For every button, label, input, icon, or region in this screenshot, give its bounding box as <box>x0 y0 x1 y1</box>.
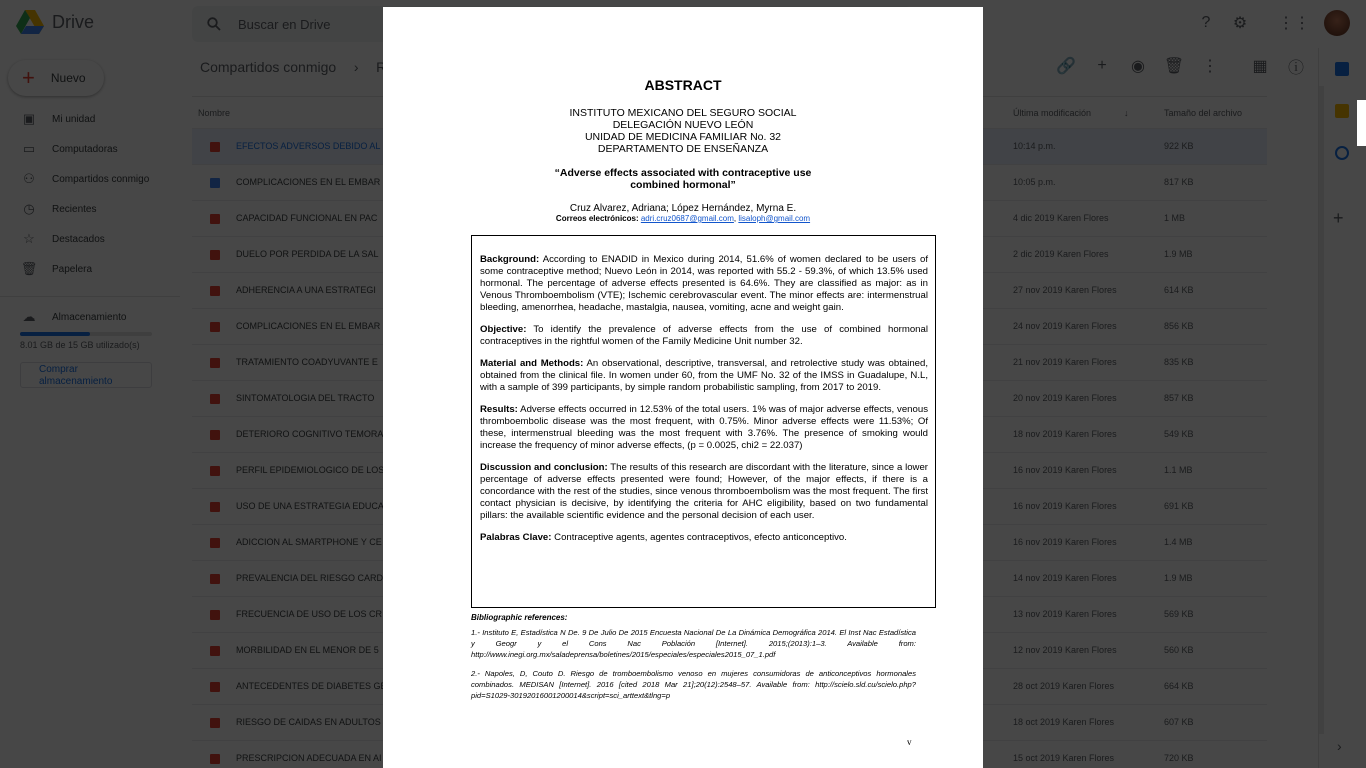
paper-title-line: combined hormonal” <box>630 179 736 191</box>
email-separator: , <box>733 214 739 223</box>
pdf-page <box>383 7 983 768</box>
section-head: Objective: <box>480 324 527 335</box>
section-text: Adverse effects occurred in 12.53% of the total users. 1% was of major adverse effects, venous thromboembolic disease was the most frequent, with 0.75%. Minor adverse effects were 11.53%; Of these, intermenstrual bleeding was the most frequent with 3.76%. The presence of smoking would increase the frequency of minor adverse effects, (p = 0.0025, chi2 = 22.037) <box>480 404 928 451</box>
abstract-section <box>480 462 928 522</box>
paper-title <box>373 167 993 191</box>
abstract-box <box>471 235 936 608</box>
institution-block <box>373 107 993 155</box>
section-text: According to ENADID in Mexico during 2014, 51.6% of women declared to be users of some contraceptive method; Nuevo León in 2014, was reported with 55.2 - 59.3%, of which 13.5% used hormonal. The percentage of adverse effects presented is 64.6%. They are classified as major: as in Venous Thromboembolism (VTE); Ischemic cerebrovascular event. The minor effects are: intermenstrual bleeding, amenorrhea, headache, mastalgia, nausea, vomiting, acne and weight gain. <box>480 254 928 313</box>
emails <box>373 214 993 223</box>
abstract-section <box>480 324 928 348</box>
institution-line: DELEGACIÓN NUEVO LEÓN <box>612 119 754 131</box>
abstract-section <box>480 358 928 394</box>
abstract-section <box>480 404 928 452</box>
reference-item: 2.- Napoles, D, Couto D. Riesgo de tromboembolismo venoso en mujeres consumidoras de anticonceptivos hormonales combinados. MEDISAN [Internet]. 2016 [cited 2018 Mar 21];20(12):2548–57. Available from: http://scielo.sld.cu/scielo.php?pid=S1029-30192016001200014&script=sci_arttext&tlng=p <box>471 669 916 700</box>
section-text: The results of this research are discordant with the literature, since a lower percentage of adverse effects presented were found; However, of the major effects, if there is a concordance with the rest of the studies, since venous thromboembolism was the most frequent. The first contact physician is decisive, by identifying the criteria for AHC eligibility, based on two fundamental pillars: the available scientific evidence and the personal decision of each user. <box>480 462 928 521</box>
section-head: Background: <box>480 254 540 265</box>
email-link[interactable]: lisaloph@gmail.com <box>738 214 811 223</box>
emails-label: Correos electrónicos: <box>555 214 639 223</box>
paper-title-line: “Adverse effects associated with contraceptive use <box>554 167 812 179</box>
references-heading: Bibliographic references: <box>471 613 568 622</box>
abstract-section <box>480 254 928 314</box>
abstract-title: ABSTRACT <box>644 77 722 93</box>
institution-line: INSTITUTO MEXICANO DEL SEGURO SOCIAL <box>569 107 797 119</box>
email-link[interactable]: adri.cruz0687@gmail.com <box>640 214 734 223</box>
section-text: To identify the prevalence of adverse effects from the use of combined hormonal contraceptives in the rightful women of the Family Medicine Unit number 32. <box>480 324 928 347</box>
viewer-scrollbar[interactable] <box>1357 100 1366 146</box>
page-number: v <box>907 737 912 747</box>
section-head: Material and Methods: <box>480 358 584 369</box>
section-text: An observational, descriptive, transversal, and retrolective study was obtained, obtained from the clinical file. In women under 60, from the UMF No. 32 of the IMSS in Guadalupe, N.L, with a sample of 399 participants, by simple random probabilistic sampling, from 2017 to 2019. <box>480 358 928 393</box>
reference-item: 1.- Instituto E, Estadística N De. 9 De Julio De 2015 Encuesta Nacional De La Dinámica Demográfica 2014. El Inst Nac Estadística y Geogr y el Cons Nac Población [Internet]. 2015;(2013):1–3. Available from: http://www.inegi.org.mx/saladeprensa/boletines/2015/especiales/especiales2015_07_1.pdf <box>471 628 916 659</box>
institution-line: UNIDAD DE MEDICINA FAMILIAR No. 32 <box>584 131 782 143</box>
section-head: Results: <box>480 404 518 415</box>
section-text: Contraceptive agents, agentes contraceptivos, efecto anticonceptivo. <box>551 532 847 543</box>
section-head: Discussion and conclusion: <box>480 462 608 473</box>
institution-line: DEPARTAMENTO DE ENSEÑANZA <box>597 143 769 155</box>
authors: Cruz Alvarez, Adriana; López Hernández, Myrna E. <box>569 203 797 214</box>
section-head: Palabras Clave: <box>480 532 552 543</box>
abstract-section <box>480 532 928 544</box>
bibliographic-references <box>471 612 916 709</box>
